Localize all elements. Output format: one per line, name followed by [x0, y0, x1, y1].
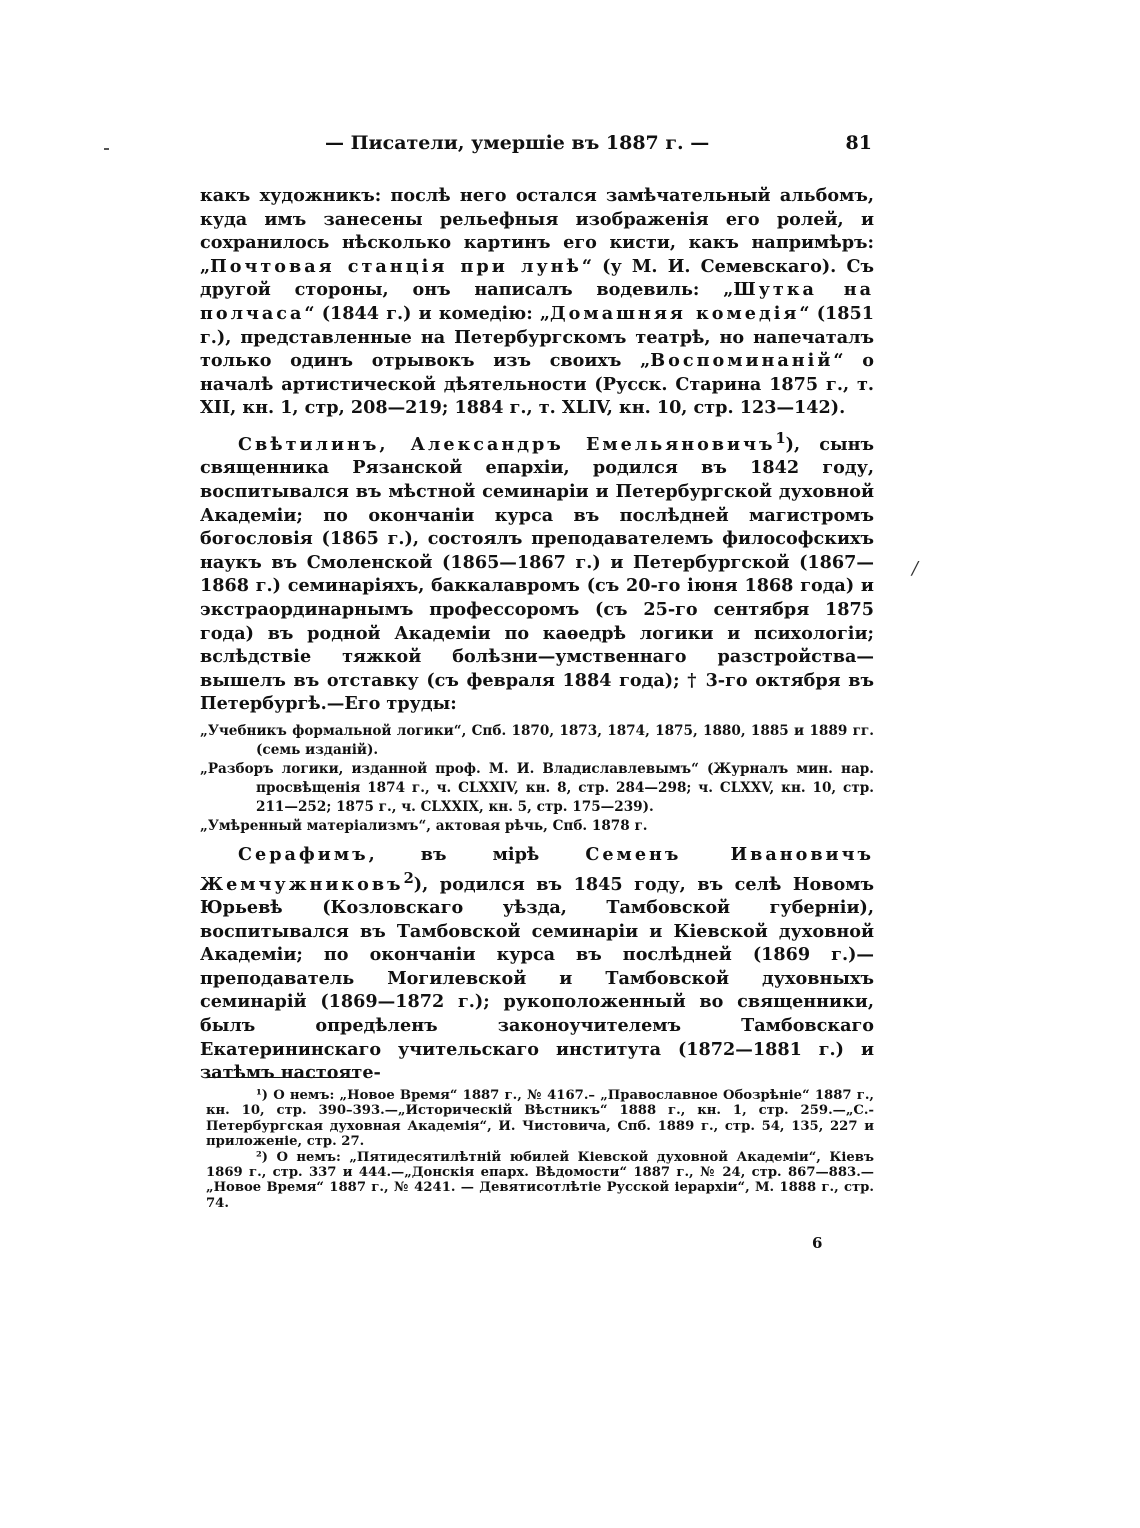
work-entry: „Умѣренный матеріализмъ“, актовая рѣчь, Спб. 1878 г.	[200, 817, 648, 834]
work-entry: „Разборъ логики, изданной проф. М. И. Владиславлевымъ“ (Журналъ мин. нар. просвѣщенія 1874 г., ч. CLXXIV, кн. 8, стр. 284—298; ч. CLXXV, кн. 10, стр. 211—252; 1875 г., ч. CLXXIX, кн. 5, стр. 175—239).	[200, 760, 874, 815]
work-entry: „Учебникъ формальной логики“, Спб. 1870, 1873, 1874, 1875, 1880, 1885 и 1889 гг. (семь изданій).	[200, 722, 874, 758]
signature-mark: 6	[812, 1234, 823, 1252]
main-text	[200, 184, 874, 1085]
margin-mark	[104, 148, 109, 150]
footnote-ref: 1	[775, 429, 786, 447]
paragraph-serafim: Серафимъ, въ мірѣ Семенъ Ивановичъ Жемчужниковъ$^2$), родился въ 1845 году, въ селѣ Новомъ Юрьевѣ (Козловскаго уѣзда, Тамбовской губерніи), воспитывался въ Тамбовской семинаріи и Кіевской духовной Академіи; по окончаніи курса въ послѣдней (1869 г.)—преподаватель Могилевской и Тамбовской духовныхъ семинарій (1869—1872 г.); рукоположенный во священники, былъ опредѣленъ законоучителемъ Тамбовскаго Екатерининскаго учительскаго института (1872—1881 г.) и затѣмъ настояте-	[200, 843, 874, 1084]
person-name: Свѣтилинъ, Александръ Емельяновичъ	[238, 433, 776, 455]
paragraph-1: какъ художникъ: послѣ него остался замѣчательный альбомъ, куда имъ занесены рельефныя изображенія его ролей, и сохранилось нѣсколько картинъ его кисти, какъ напримѣръ: „Почтовая станція при лунѣ“ (у М. И. Семевскаго). Съ другой стороны, онъ написалъ водевиль: „Шутка на полчаса“ (1844 г.) и комедію: „Домашняя комедія“ (1851 г.), представленные на Петербургскомъ театрѣ, но напечаталъ только одинъ отрывокъ изъ своихъ „Воспоминаній“ о началѣ артистической дѣятельности (Русск. Старина 1875 г., т. XII, кн. 1, стр, 208—219; 1884 г., т. XLIV, кн. 10, стр. 123—142).	[200, 185, 875, 419]
page-header	[200, 132, 874, 162]
works-list	[200, 722, 874, 836]
footnote-ref: 2	[403, 869, 414, 887]
person-name: Семенъ Ивановичъ Жемчужниковъ	[200, 843, 874, 895]
person-name: Серафимъ	[238, 843, 369, 865]
page-number: 81	[845, 132, 872, 154]
footnote-2: ²) О немъ: „Пятидесятилѣтній юбилей Кіевской духовной Академіи“, Кіевъ 1869 г., стр. 337 и 444.—„Донскія епарх. Вѣдомости“ 1887 г., № 24, стр. 867—883.—„Новое Время“ 1887 г., № 4241. — Девятисотлѣтіе Русской іерархіи“, М. 1888 г., стр. 74.	[206, 1149, 874, 1211]
paragraph-svetilin: Свѣтилинъ, Александръ Емельяновичъ$^1$), сынъ священника Рязанской епархіи, родился въ 1842 году, воспитывался въ мѣстной семинаріи и Петербургской духовной Академіи; по окончаніи курса въ послѣдней магистромъ богословія (1865 г.), состоялъ преподавателемъ философскихъ наукъ въ Смоленской (1865—1867 г.) и Петербургской (1867—1868 г.) семинаріяхъ, баккалавромъ (съ 20-го іюня 1868 года) и экстраординарнымъ профессоромъ (съ 25-го сентября 1875 года) въ родной Академіи по каѳедрѣ логики и психологіи; вслѣдствіе тяжкой болѣзни—умственнаго разстройства—вышелъ въ отставку (съ февраля 1884 года); † 3-го октября въ Петербургѣ.—Его труды:	[200, 429, 874, 715]
footnotes	[206, 1088, 874, 1211]
footnote-rule	[206, 1077, 356, 1078]
pencil-mark: /	[912, 558, 919, 579]
footnote-1: ¹) О немъ: „Новое Время“ 1887 г., № 4167.– „Православное Обозрѣніе“ 1887 г., кн. 10, стр. 390–393.—„Историческій Вѣстникъ“ 1888 г., кн. 1, стр. 259.—„С.-Петербургская духовная Академія“, И. Чистовича, Спб. 1889 г., стр. 54, 135, 227 и приложеніе, стр. 27.	[206, 1088, 874, 1150]
running-title: — Писатели, умершіе въ 1887 г. —	[325, 132, 710, 154]
